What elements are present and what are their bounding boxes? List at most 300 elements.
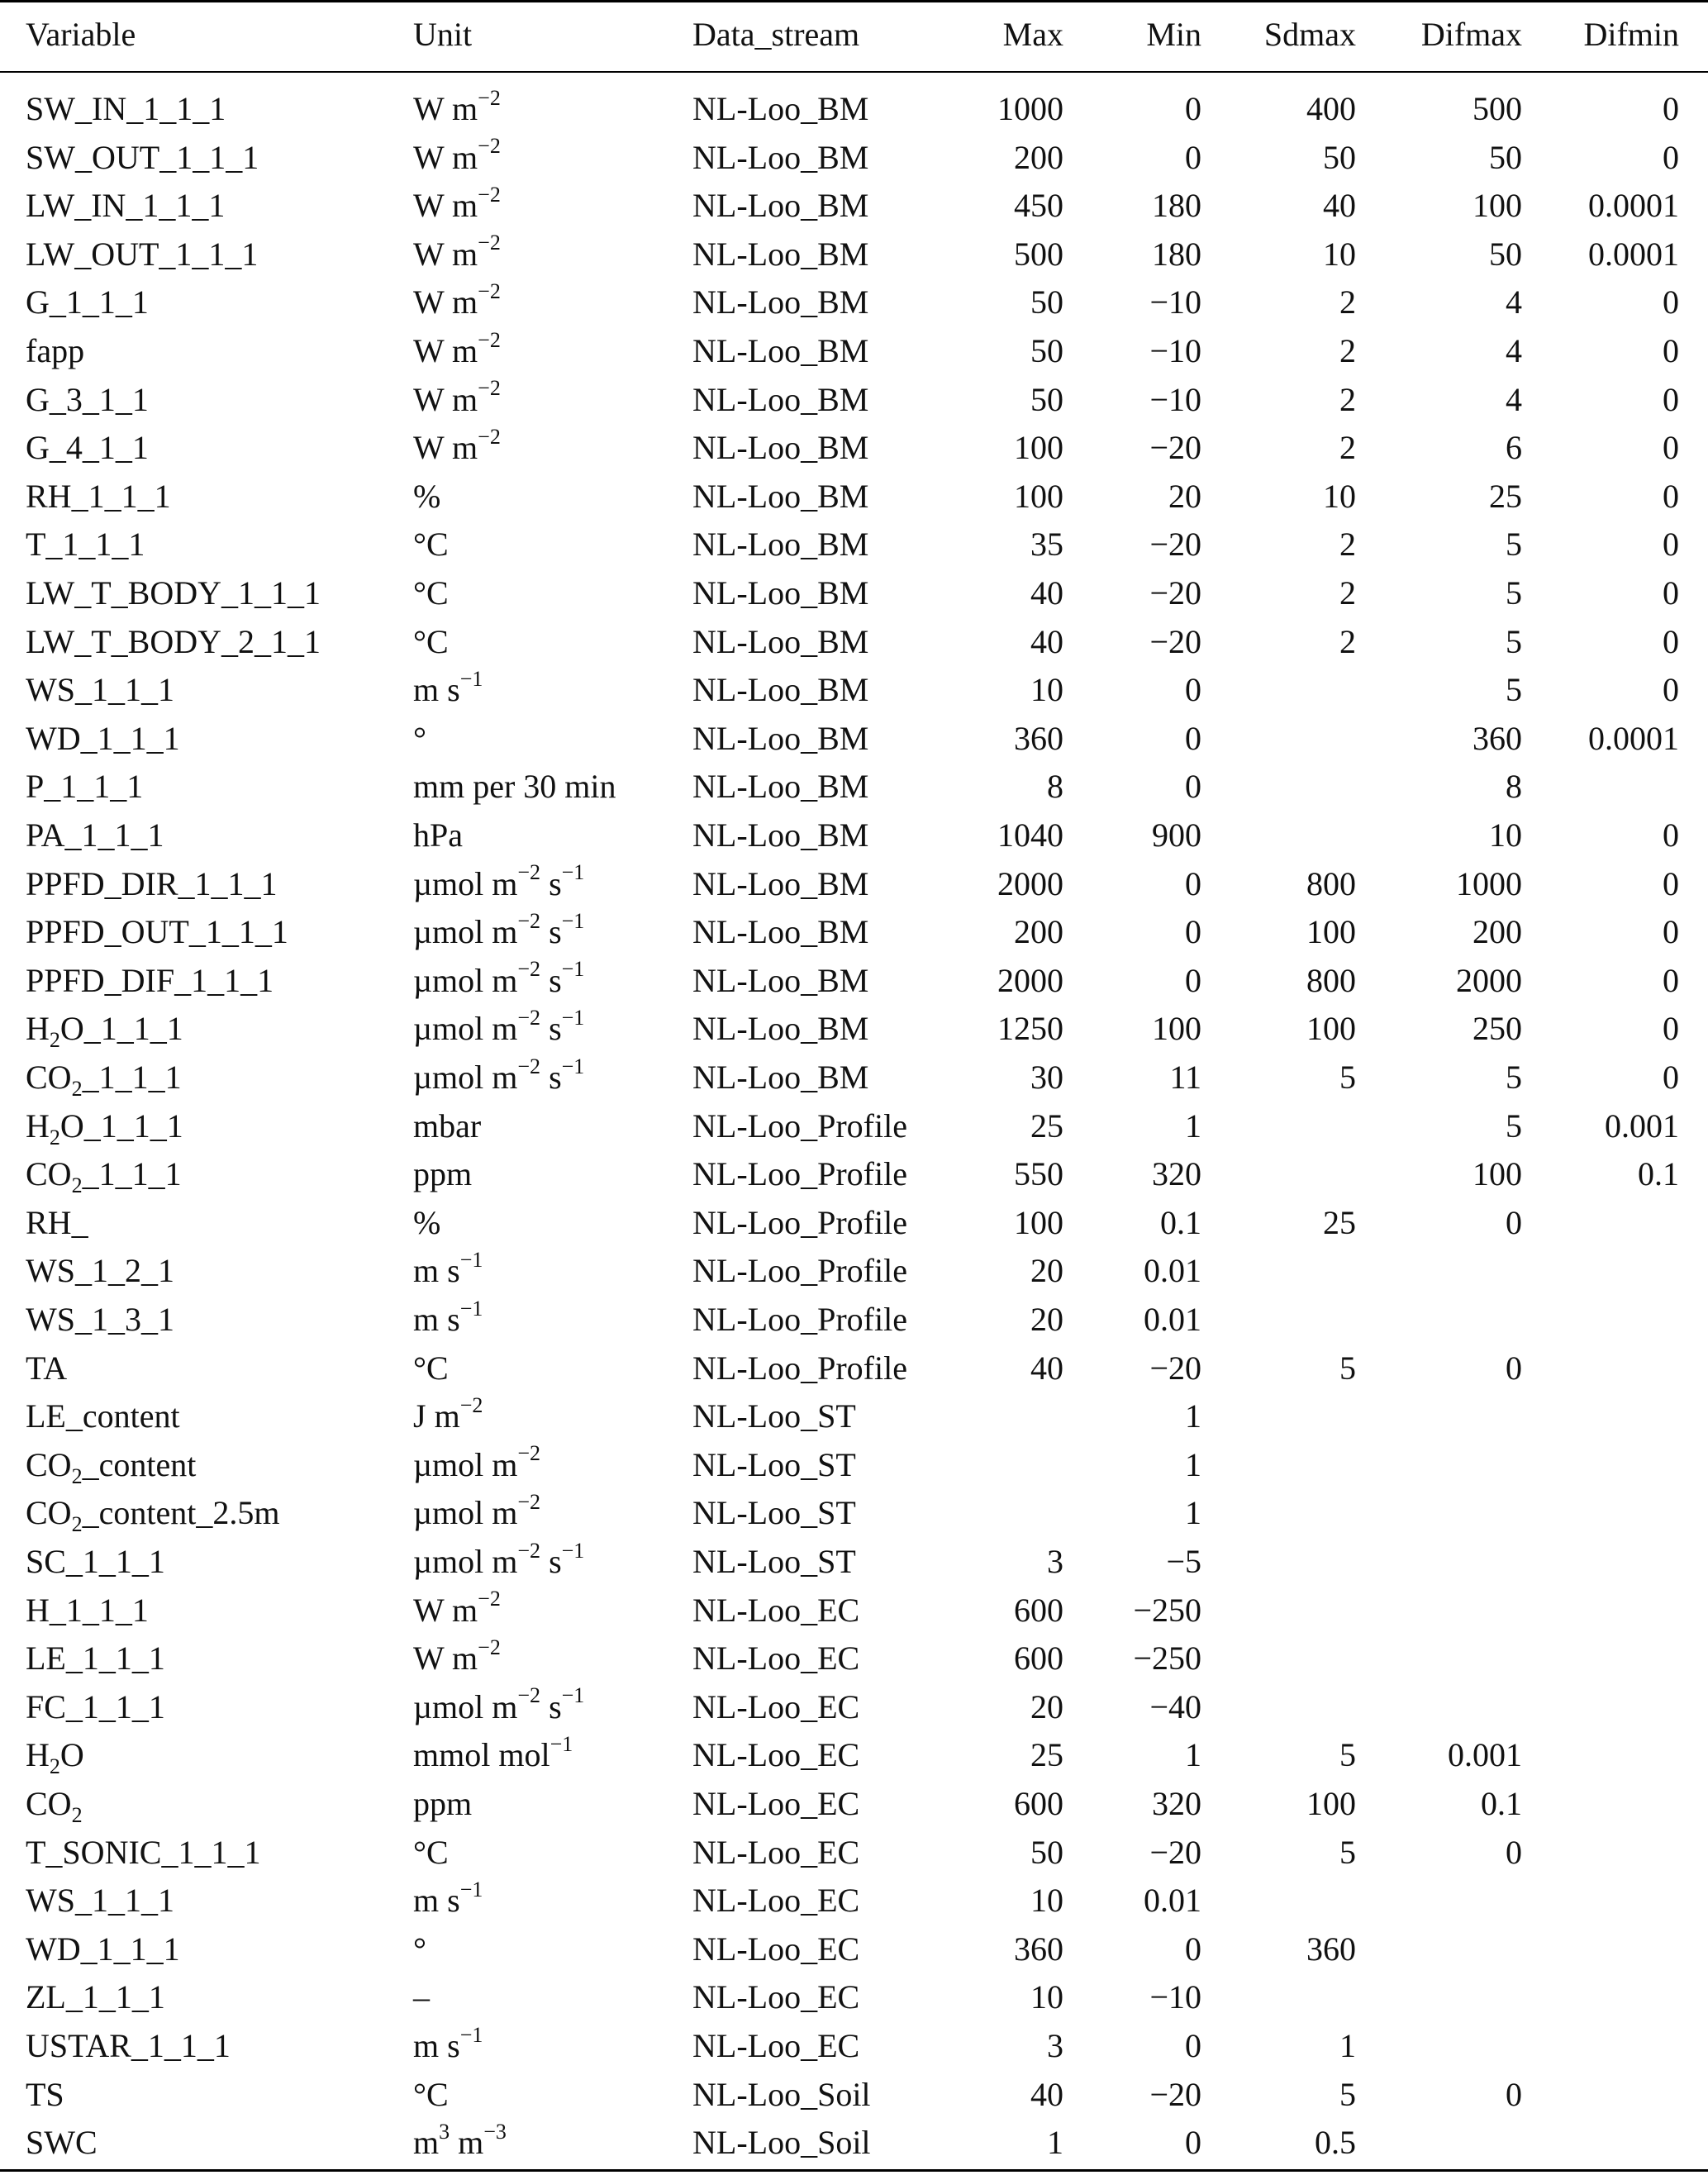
cell-variable: LW_T_BODY_1_1_1 — [26, 574, 321, 612]
cell-unit: µmol $m^{-2}$ $s^{-1}$ — [413, 1006, 585, 1048]
cell-difmax: 0 — [1506, 2075, 1522, 2113]
cell-variable: USTAR_1_1_1 — [26, 2027, 231, 2064]
cell-data-stream: NL-Loo_BM — [692, 90, 869, 127]
cell-variable: LW_IN_1_1_1 — [26, 187, 226, 225]
cell-difmax: 250 — [1472, 1010, 1522, 1048]
table-row — [0, 1151, 1708, 1197]
table-row — [0, 1103, 1708, 1149]
cell-min: 0 — [1185, 864, 1201, 902]
cell-data-stream: NL-Loo_EC — [692, 1978, 860, 2016]
cell-min: 0 — [1185, 768, 1201, 806]
table-row — [0, 279, 1708, 326]
cell-min: −10 — [1149, 283, 1201, 321]
cell-min: −20 — [1149, 622, 1201, 660]
cell-max: 2000 — [997, 961, 1063, 999]
cell-difmin: 0 — [1663, 380, 1679, 418]
cell-unit: mm per 30 min — [413, 768, 616, 806]
table-row — [0, 2120, 1708, 2166]
cell-min: 320 — [1152, 1785, 1201, 1822]
cell-difmax: 5 — [1506, 671, 1522, 709]
table-top-rule — [0, 0, 1708, 2]
cell-max: 50 — [1030, 283, 1063, 321]
table-row — [0, 521, 1708, 568]
cell-min: 0 — [1185, 913, 1201, 951]
cell-max: 550 — [1014, 1155, 1063, 1193]
cell-difmax: 2000 — [1456, 961, 1522, 999]
cell-min: 0.01 — [1144, 1882, 1201, 1920]
cell-unit: mmol mol$^{-1}$ — [413, 1732, 573, 1774]
header-sdmax: Sdmax — [1263, 16, 1356, 53]
cell-variable: $CO_2\_1\_1\_1$ — [26, 1059, 182, 1101]
cell-sdmax: 40 — [1323, 187, 1356, 225]
cell-max: 50 — [1030, 380, 1063, 418]
cell-difmax: 8 — [1506, 768, 1522, 806]
cell-difmax: 5 — [1506, 622, 1522, 660]
cell-variable: WD_1_1_1 — [26, 1930, 180, 1968]
table-row — [0, 183, 1708, 229]
cell-min: 0 — [1185, 2027, 1201, 2064]
cell-data-stream: NL-Loo_BM — [692, 380, 869, 418]
cell-sdmax: 2 — [1339, 429, 1356, 467]
table-row — [0, 1974, 1708, 2020]
cell-unit: µmol $m^{-2}$ $s^{-1}$ — [413, 908, 585, 951]
cell-max: 40 — [1030, 2075, 1063, 2113]
cell-data-stream: NL-Loo_EC — [692, 1640, 860, 1678]
cell-max: 40 — [1030, 1349, 1063, 1387]
cell-data-stream: NL-Loo_ST — [692, 1445, 856, 1483]
cell-difmax: 50 — [1489, 138, 1522, 176]
cell-sdmax: 2 — [1339, 332, 1356, 369]
cell-variable: LE_1_1_1 — [26, 1640, 165, 1678]
cell-data-stream: NL-Loo_Profile — [692, 1349, 907, 1387]
cell-max: 40 — [1030, 622, 1063, 660]
cell-unit: J $m^{-2}$ — [413, 1392, 483, 1435]
cell-unit: m $s^{-1}$ — [413, 2022, 483, 2064]
table-row — [0, 1635, 1708, 1682]
cell-sdmax: 2 — [1339, 574, 1356, 612]
cell-min: 0 — [1185, 90, 1201, 127]
cell-min: 0 — [1185, 671, 1201, 709]
cell-min: 900 — [1152, 816, 1201, 854]
cell-variable: $H_2O$ — [26, 1736, 84, 1779]
cell-data-stream: NL-Loo_EC — [692, 1736, 860, 1774]
table-row — [0, 1006, 1708, 1052]
cell-sdmax: 800 — [1306, 864, 1356, 902]
cell-unit: m $s^{-1}$ — [413, 1248, 483, 1290]
cell-variable: LW_OUT_1_1_1 — [26, 235, 259, 273]
cell-variable: $CO_2$ — [26, 1785, 83, 1827]
cell-data-stream: NL-Loo_BM — [692, 477, 869, 515]
cell-unit: °C — [413, 574, 449, 612]
cell-max: 35 — [1030, 526, 1063, 564]
cell-difmin: 0 — [1663, 332, 1679, 369]
cell-difmax: 5 — [1506, 1059, 1522, 1096]
cell-variable: WS_1_1_1 — [26, 1882, 174, 1920]
cell-unit: W $m^{-2}$ — [413, 85, 501, 127]
cell-unit: W $m^{-2}$ — [413, 424, 501, 467]
cell-difmin: 0 — [1663, 90, 1679, 127]
table-row — [0, 909, 1708, 955]
cell-min: 1 — [1185, 1445, 1201, 1483]
cell-max: 10 — [1030, 1978, 1063, 2016]
cell-variable: H_1_1_1 — [26, 1591, 149, 1629]
cell-data-stream: NL-Loo_BM — [692, 526, 869, 564]
cell-sdmax: 800 — [1306, 961, 1356, 999]
cell-max: 3 — [1047, 2027, 1063, 2064]
cell-variable: SWC — [26, 2124, 98, 2162]
table-row — [0, 1200, 1708, 1246]
cell-variable: TA — [26, 1349, 68, 1387]
cell-unit: – — [413, 1978, 430, 2016]
table-row — [0, 1248, 1708, 1294]
table-row — [0, 764, 1708, 810]
cell-sdmax: 2 — [1339, 283, 1356, 321]
cell-min: 1 — [1185, 1397, 1201, 1435]
cell-data-stream: NL-Loo_Profile — [692, 1301, 907, 1338]
cell-min: 1 — [1185, 1736, 1201, 1774]
cell-data-stream: NL-Loo_BM — [692, 574, 869, 612]
cell-data-stream: NL-Loo_Profile — [692, 1252, 907, 1290]
cell-difmax: 500 — [1472, 90, 1522, 127]
table-row — [0, 1297, 1708, 1343]
cell-min: −20 — [1149, 574, 1201, 612]
cell-sdmax: 400 — [1306, 90, 1356, 127]
cell-difmin: 0.1 — [1638, 1155, 1679, 1193]
cell-sdmax: 100 — [1306, 1010, 1356, 1048]
cell-max: 1000 — [997, 90, 1063, 127]
cell-unit: m $s^{-1}$ — [413, 1296, 483, 1338]
cell-difmax: 10 — [1489, 816, 1522, 854]
cell-data-stream: NL-Loo_BM — [692, 719, 869, 757]
table-row — [0, 958, 1708, 1004]
cell-max: 100 — [1014, 1203, 1063, 1241]
cell-difmax: 5 — [1506, 574, 1522, 612]
cell-data-stream: NL-Loo_EC — [692, 1687, 860, 1725]
cell-difmin: 0 — [1663, 1059, 1679, 1096]
cell-min: −10 — [1149, 332, 1201, 369]
cell-variable: RH_1_1_1 — [26, 477, 171, 515]
cell-data-stream: NL-Loo_BM — [692, 429, 869, 467]
cell-max: 25 — [1030, 1107, 1063, 1145]
cell-unit: °C — [413, 1349, 449, 1387]
cell-variable: P_1_1_1 — [26, 768, 144, 806]
cell-difmin: 0 — [1663, 283, 1679, 321]
cell-data-stream: NL-Loo_BM — [692, 913, 869, 951]
table-row — [0, 1878, 1708, 1924]
cell-difmin: 0 — [1663, 1010, 1679, 1048]
table-row — [0, 135, 1708, 181]
cell-unit: W $m^{-2}$ — [413, 231, 501, 273]
cell-data-stream: NL-Loo_EC — [692, 1882, 860, 1920]
cell-max: 100 — [1014, 477, 1063, 515]
cell-unit: W $m^{-2}$ — [413, 279, 501, 321]
cell-data-stream: NL-Loo_ST — [692, 1494, 856, 1532]
cell-unit: ppm — [413, 1155, 473, 1193]
cell-variable: $CO_2\_content\_2.5m$ — [26, 1494, 280, 1537]
table-row — [0, 2072, 1708, 2118]
cell-max: 8 — [1047, 768, 1063, 806]
cell-data-stream: NL-Loo_Profile — [692, 1203, 907, 1241]
cell-difmax: 100 — [1472, 1155, 1522, 1193]
header-difmax: Difmax — [1420, 16, 1522, 53]
cell-difmin: 0 — [1663, 816, 1679, 854]
cell-sdmax: 2 — [1339, 622, 1356, 660]
cell-difmax: 5 — [1506, 526, 1522, 564]
cell-max: 100 — [1014, 429, 1063, 467]
cell-variable: WS_1_1_1 — [26, 671, 174, 709]
cell-unit: W $m^{-2}$ — [413, 327, 501, 369]
cell-sdmax: 25 — [1323, 1203, 1356, 1241]
cell-min: 0 — [1185, 961, 1201, 999]
cell-variable: fapp — [26, 332, 85, 369]
cell-data-stream: NL-Loo_ST — [692, 1397, 856, 1435]
cell-max: 450 — [1014, 187, 1063, 225]
cell-unit: m $s^{-1}$ — [413, 666, 483, 709]
cell-max: 10 — [1030, 671, 1063, 709]
cell-variable: PPFD_DIR_1_1_1 — [26, 864, 278, 902]
cell-unit: % — [413, 1203, 441, 1241]
cell-difmax: 0 — [1506, 1349, 1522, 1387]
cell-difmax: 200 — [1472, 913, 1522, 951]
cell-max: 20 — [1030, 1687, 1063, 1725]
cell-max: 200 — [1014, 913, 1063, 951]
cell-unit: °C — [413, 1833, 449, 1871]
cell-difmax: 4 — [1506, 380, 1522, 418]
cell-difmax: 100 — [1472, 187, 1522, 225]
cell-difmin: 0 — [1663, 671, 1679, 709]
cell-difmax: 0 — [1506, 1833, 1522, 1871]
cell-min: −250 — [1133, 1640, 1201, 1678]
cell-difmax: 4 — [1506, 332, 1522, 369]
cell-unit: W $m^{-2}$ — [413, 182, 501, 225]
cell-sdmax: 5 — [1339, 2075, 1356, 2113]
header-unit: Unit — [413, 16, 473, 53]
cell-difmax: 0 — [1506, 1203, 1522, 1241]
cell-variable: $H_2O\_1\_1\_1$ — [26, 1107, 183, 1149]
cell-min: −5 — [1166, 1543, 1201, 1580]
cell-difmin: 0 — [1663, 574, 1679, 612]
cell-data-stream: NL-Loo_EC — [692, 2027, 860, 2064]
cell-min: −20 — [1149, 429, 1201, 467]
cell-variable: PPFD_OUT_1_1_1 — [26, 913, 288, 951]
table-row — [0, 1393, 1708, 1440]
cell-min: −20 — [1149, 1349, 1201, 1387]
cell-data-stream: NL-Loo_BM — [692, 283, 869, 321]
cell-max: 600 — [1014, 1785, 1063, 1822]
cell-difmin: 0 — [1663, 622, 1679, 660]
cell-unit: °C — [413, 2075, 449, 2113]
cell-sdmax: 50 — [1323, 138, 1356, 176]
cell-max: 600 — [1014, 1640, 1063, 1678]
table-row — [0, 328, 1708, 374]
cell-variable: SC_1_1_1 — [26, 1543, 165, 1580]
cell-difmin: 0.0001 — [1588, 187, 1679, 225]
table-row — [0, 716, 1708, 762]
table-row — [0, 1926, 1708, 1973]
cell-data-stream: NL-Loo_BM — [692, 332, 869, 369]
cell-data-stream: NL-Loo_Soil — [692, 2124, 871, 2162]
cell-unit: µmol $m^{-2}$ $s^{-1}$ — [413, 957, 585, 999]
cell-data-stream: NL-Loo_Profile — [692, 1155, 907, 1193]
cell-unit: % — [413, 477, 441, 515]
cell-min: 11 — [1169, 1059, 1201, 1096]
cell-max: 1040 — [997, 816, 1063, 854]
cell-max: 50 — [1030, 1833, 1063, 1871]
table-header-rule — [0, 71, 1708, 73]
cell-max: 30 — [1030, 1059, 1063, 1096]
cell-data-stream: NL-Loo_EC — [692, 1785, 860, 1822]
header-max: Max — [1002, 16, 1063, 53]
table-row — [0, 1345, 1708, 1392]
cell-variable: $H_2O\_1\_1\_1$ — [26, 1010, 183, 1053]
cell-data-stream: NL-Loo_BM — [692, 864, 869, 902]
cell-sdmax: 5 — [1339, 1349, 1356, 1387]
cell-data-stream: NL-Loo_EC — [692, 1833, 860, 1871]
cell-max: 3 — [1047, 1543, 1063, 1580]
cell-data-stream: NL-Loo_Profile — [692, 1107, 907, 1145]
header-min: Min — [1146, 16, 1201, 53]
cell-data-stream: NL-Loo_BM — [692, 1010, 869, 1048]
header-data-stream: Data_stream — [692, 16, 860, 53]
table-row — [0, 1587, 1708, 1634]
cell-difmin: 0 — [1663, 526, 1679, 564]
cell-data-stream: NL-Loo_BM — [692, 138, 869, 176]
cell-variable: FC_1_1_1 — [26, 1687, 165, 1725]
table-row — [0, 1732, 1708, 1778]
cell-unit: W $m^{-2}$ — [413, 134, 501, 176]
cell-variable: T_SONIC_1_1_1 — [26, 1833, 261, 1871]
cell-difmin: 0 — [1663, 961, 1679, 999]
header-difmin: Difmin — [1583, 16, 1679, 53]
cell-sdmax: 2 — [1339, 526, 1356, 564]
cell-unit: µmol $m^{-2}$ — [413, 1490, 541, 1532]
table-row — [0, 1054, 1708, 1101]
cell-min: −250 — [1133, 1591, 1201, 1629]
table-row — [0, 812, 1708, 859]
cell-min: 0 — [1185, 719, 1201, 757]
cell-unit: °C — [413, 526, 449, 564]
cell-data-stream: NL-Loo_BM — [692, 187, 869, 225]
cell-sdmax: 1 — [1339, 2027, 1356, 2064]
cell-unit: µmol $m^{-2}$ $s^{-1}$ — [413, 1538, 585, 1580]
cell-sdmax: 360 — [1306, 1930, 1356, 1968]
cell-variable: LW_T_BODY_2_1_1 — [26, 622, 321, 660]
table-row — [0, 2023, 1708, 2069]
cell-min: −10 — [1149, 1978, 1201, 2016]
cell-min: −40 — [1149, 1687, 1201, 1725]
cell-max: 1250 — [997, 1010, 1063, 1048]
cell-unit: ppm — [413, 1785, 473, 1822]
cell-difmax: 5 — [1506, 1107, 1522, 1145]
cell-min: 180 — [1152, 187, 1201, 225]
cell-sdmax: 0.5 — [1315, 2124, 1356, 2162]
table-row — [0, 619, 1708, 665]
cell-sdmax: 5 — [1339, 1736, 1356, 1774]
cell-difmin: 0 — [1663, 864, 1679, 902]
cell-max: 40 — [1030, 574, 1063, 612]
cell-min: 20 — [1168, 477, 1201, 515]
cell-data-stream: NL-Loo_BM — [692, 235, 869, 273]
cell-max: 10 — [1030, 1882, 1063, 1920]
table-header-row — [0, 12, 1708, 58]
table-row — [0, 231, 1708, 278]
table-row — [0, 474, 1708, 520]
cell-min: 0.1 — [1160, 1203, 1201, 1241]
cell-difmax: 6 — [1506, 429, 1522, 467]
cell-min: 320 — [1152, 1155, 1201, 1193]
cell-data-stream: NL-Loo_EC — [692, 1930, 860, 1968]
cell-min: −20 — [1149, 526, 1201, 564]
cell-sdmax: 10 — [1323, 235, 1356, 273]
cell-variable: WS_1_2_1 — [26, 1252, 174, 1290]
cell-data-stream: NL-Loo_Soil — [692, 2075, 871, 2113]
cell-variable: PPFD_DIF_1_1_1 — [26, 961, 274, 999]
table-row — [0, 1490, 1708, 1536]
cell-unit: hPa — [413, 816, 463, 854]
table-bottom-rule — [0, 2169, 1708, 2172]
table-row — [0, 1684, 1708, 1730]
cell-unit: W $m^{-2}$ — [413, 1635, 501, 1678]
cell-unit: W $m^{-2}$ — [413, 376, 501, 418]
cell-unit: µmol $m^{-2}$ $s^{-1}$ — [413, 1054, 585, 1096]
cell-data-stream: NL-Loo_ST — [692, 1543, 856, 1580]
cell-difmax: 0.001 — [1448, 1736, 1522, 1774]
cell-variable: G_3_1_1 — [26, 380, 149, 418]
cell-variable: TS — [26, 2075, 64, 2113]
cell-max: 2000 — [997, 864, 1063, 902]
cell-max: 360 — [1014, 1930, 1063, 1968]
cell-sdmax: 5 — [1339, 1833, 1356, 1871]
cell-variable: $CO_2\_1\_1\_1$ — [26, 1155, 182, 1198]
table-row — [0, 1539, 1708, 1585]
table-row — [0, 570, 1708, 616]
cell-max: 50 — [1030, 332, 1063, 369]
cell-data-stream: NL-Loo_EC — [692, 1591, 860, 1629]
cell-difmin: 0 — [1663, 913, 1679, 951]
cell-min: 1 — [1185, 1494, 1201, 1532]
cell-min: 180 — [1152, 235, 1201, 273]
cell-variable: WS_1_3_1 — [26, 1301, 174, 1338]
cell-difmin: 0 — [1663, 477, 1679, 515]
cell-max: 20 — [1030, 1252, 1063, 1290]
cell-min: −20 — [1149, 2075, 1201, 2113]
table-row — [0, 1442, 1708, 1488]
table-row — [0, 861, 1708, 907]
cell-unit: µmol $m^{-2}$ $s^{-1}$ — [413, 1683, 585, 1725]
cell-min: 0 — [1185, 2124, 1201, 2162]
cell-variable: G_1_1_1 — [26, 283, 149, 321]
cell-difmax: 360 — [1472, 719, 1522, 757]
cell-max: 20 — [1030, 1301, 1063, 1338]
cell-unit: $m^3$ $m^{-3}$ — [413, 2119, 507, 2162]
cell-variable: ZL_1_1_1 — [26, 1978, 165, 2016]
cell-variable: $CO_2\_content$ — [26, 1445, 197, 1488]
cell-difmax: 25 — [1489, 477, 1522, 515]
cell-variable: T_1_1_1 — [26, 526, 145, 564]
cell-unit: µmol $m^{-2}$ — [413, 1441, 541, 1483]
cell-min: 0 — [1185, 138, 1201, 176]
cell-data-stream: NL-Loo_BM — [692, 671, 869, 709]
cell-unit: ° — [413, 719, 426, 757]
cell-unit: mbar — [413, 1107, 482, 1145]
table-row — [0, 86, 1708, 132]
table-row — [0, 667, 1708, 713]
cell-min: 0.01 — [1144, 1252, 1201, 1290]
cell-variable: SW_IN_1_1_1 — [26, 90, 226, 127]
cell-min: 0 — [1185, 1930, 1201, 1968]
cell-data-stream: NL-Loo_BM — [692, 622, 869, 660]
table-row — [0, 425, 1708, 471]
